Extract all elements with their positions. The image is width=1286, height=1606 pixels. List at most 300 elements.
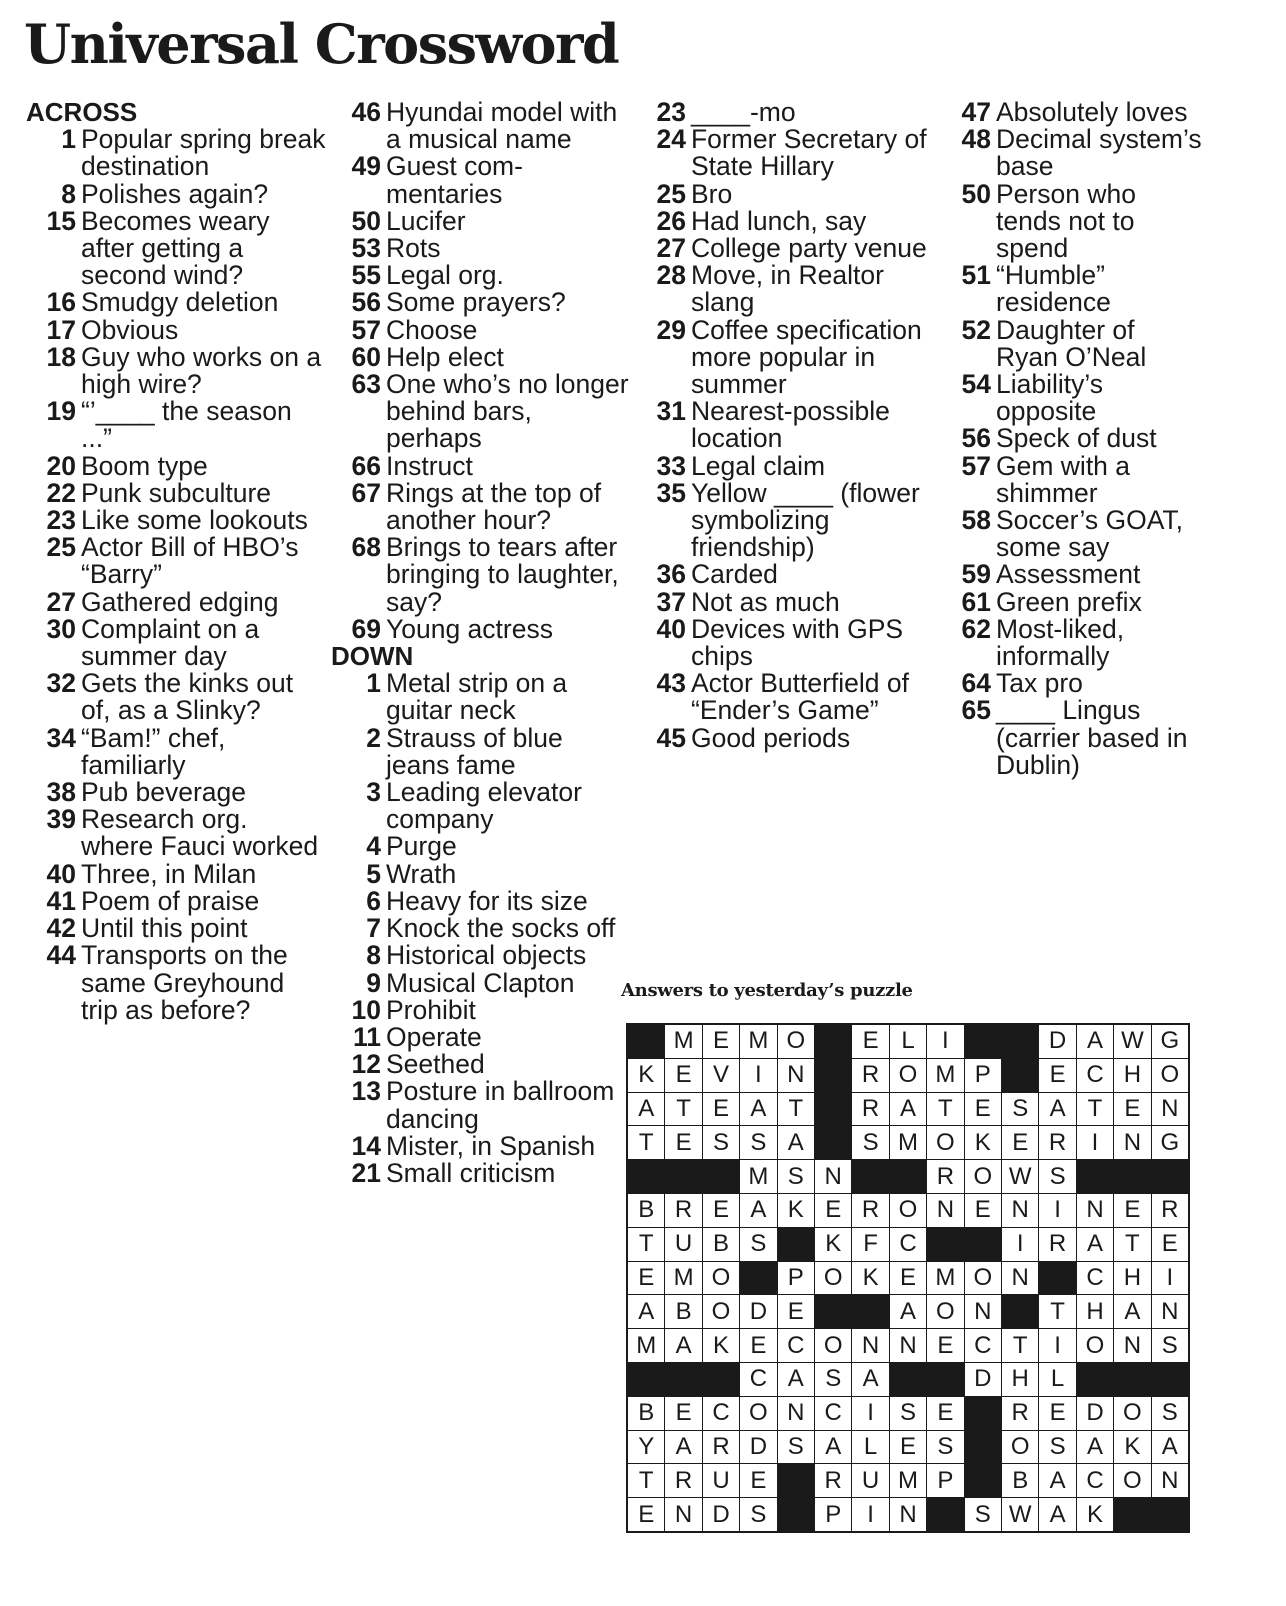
clue-text: ____-mo bbox=[691, 97, 796, 127]
clue-item bbox=[636, 99, 936, 126]
clue-number: 56 bbox=[961, 423, 991, 454]
clue-item bbox=[331, 1021, 631, 1052]
clue-text: Good periods bbox=[691, 722, 851, 753]
clue-text: Complaint on a summer day bbox=[81, 613, 260, 672]
clue-item bbox=[331, 722, 631, 780]
clue-item bbox=[331, 262, 631, 289]
clue-number: 50 bbox=[351, 205, 381, 236]
clue-text: Wrath bbox=[386, 858, 457, 889]
clue-number: 6 bbox=[366, 885, 381, 916]
grid-letter-cell: A bbox=[1152, 1431, 1188, 1464]
grid-black-square bbox=[815, 1059, 851, 1092]
clue-item bbox=[26, 178, 326, 209]
grid-letter-cell: N bbox=[890, 1329, 926, 1362]
clue-item bbox=[636, 586, 936, 617]
clue-number: 26 bbox=[656, 205, 686, 236]
grid-letter-cell: E bbox=[1002, 1126, 1038, 1159]
grid-letter-cell: S bbox=[1152, 1329, 1188, 1362]
clue-text: Guy who works on a high wire? bbox=[81, 341, 322, 400]
clue-number: 43 bbox=[656, 668, 686, 699]
clue-text: Seethed bbox=[386, 1049, 485, 1080]
grid-letter-cell: E bbox=[1039, 1059, 1075, 1092]
grid-black-square bbox=[778, 1228, 814, 1261]
clue-text: Transports on the same Greyhound trip as before? bbox=[81, 940, 288, 1025]
grid-black-square bbox=[1077, 1160, 1113, 1193]
clue-number: 2 bbox=[366, 722, 381, 753]
grid-letter-cell: E bbox=[665, 1397, 701, 1430]
clue-text: Help elect bbox=[386, 341, 504, 372]
clue-item bbox=[331, 153, 631, 207]
clue-text: Decimal system’s base bbox=[996, 124, 1202, 182]
clue-text: Heavy for its size bbox=[386, 885, 588, 916]
clue-number: 65 bbox=[961, 695, 991, 726]
clue-text: Rots bbox=[386, 233, 441, 264]
grid-letter-cell: O bbox=[703, 1262, 739, 1295]
clue-text: Legal org. bbox=[386, 260, 504, 291]
grid-letter-cell: E bbox=[1114, 1194, 1150, 1227]
grid-black-square bbox=[1114, 1498, 1150, 1531]
clue-item bbox=[26, 341, 326, 400]
grid-letter-cell: R bbox=[927, 1160, 963, 1193]
grid-letter-cell: A bbox=[665, 1431, 701, 1464]
grid-letter-cell: K bbox=[1077, 1498, 1113, 1531]
clue-item bbox=[26, 126, 326, 180]
clue-number: 45 bbox=[656, 722, 686, 753]
grid-black-square bbox=[815, 1025, 851, 1058]
clue-text: Soccer’s GOAT, some say bbox=[996, 505, 1184, 563]
grid-letter-cell: I bbox=[852, 1498, 888, 1531]
grid-letter-cell: D bbox=[1039, 1025, 1075, 1058]
grid-black-square bbox=[1114, 1160, 1150, 1193]
grid-letter-cell: T bbox=[628, 1228, 664, 1261]
grid-letter-cell: C bbox=[1077, 1464, 1113, 1497]
clue-number: 19 bbox=[46, 396, 76, 427]
clue-number: 58 bbox=[961, 505, 991, 536]
grid-letter-cell: B bbox=[628, 1397, 664, 1430]
clue-item bbox=[331, 1051, 631, 1078]
grid-letter-cell: R bbox=[665, 1464, 701, 1497]
clue-number: 13 bbox=[351, 1076, 381, 1107]
grid-letter-cell: E bbox=[890, 1262, 926, 1295]
grid-letter-cell: D bbox=[1077, 1397, 1113, 1430]
clue-text: Brings to tears after bringing to laughter, say? bbox=[386, 532, 619, 617]
clue-item bbox=[331, 534, 631, 616]
grid-letter-cell: D bbox=[703, 1498, 739, 1531]
clue-number: 55 bbox=[351, 260, 381, 291]
grid-letter-cell: S bbox=[1002, 1093, 1038, 1126]
clue-text: Operate bbox=[386, 1021, 482, 1052]
clue-text: Like some lookouts bbox=[81, 505, 308, 536]
clue-number: 8 bbox=[366, 940, 381, 971]
clue-text: Strauss of blue jeans fame bbox=[386, 722, 563, 780]
grid-letter-cell: A bbox=[628, 1295, 664, 1328]
grid-letter-cell: O bbox=[1114, 1397, 1150, 1430]
clue-number: 8 bbox=[61, 178, 76, 209]
clue-text: Yellow ____ (flower symbolizing friendship) bbox=[691, 477, 920, 563]
grid-black-square bbox=[1002, 1025, 1038, 1058]
clue-item bbox=[941, 670, 1203, 697]
grid-letter-cell: A bbox=[740, 1093, 776, 1126]
grid-letter-cell: K bbox=[703, 1329, 739, 1362]
grid-letter-cell: N bbox=[1152, 1295, 1188, 1328]
grid-black-square bbox=[852, 1295, 888, 1328]
clue-number: 32 bbox=[46, 668, 76, 699]
grid-black-square bbox=[1114, 1363, 1150, 1396]
clue-item bbox=[26, 858, 326, 889]
grid-letter-cell: I bbox=[852, 1397, 888, 1430]
clue-text: Nearest-possible location bbox=[691, 396, 890, 454]
clue-text: Rings at the top of another hour? bbox=[386, 477, 602, 536]
grid-black-square bbox=[965, 1228, 1001, 1261]
clue-item bbox=[26, 779, 326, 806]
grid-letter-cell: H bbox=[1077, 1295, 1113, 1328]
grid-letter-cell: C bbox=[778, 1329, 814, 1362]
grid-letter-cell: H bbox=[1114, 1059, 1150, 1092]
grid-letter-cell: M bbox=[927, 1262, 963, 1295]
grid-letter-cell: W bbox=[1002, 1498, 1038, 1531]
grid-letter-cell: C bbox=[965, 1329, 1001, 1362]
grid-letter-cell: E bbox=[703, 1093, 739, 1126]
clue-text: Liability’s opposite bbox=[996, 369, 1104, 427]
clue-item bbox=[26, 477, 326, 508]
grid-letter-cell: I bbox=[1077, 1126, 1113, 1159]
grid-black-square bbox=[965, 1431, 1001, 1464]
grid-letter-cell: B bbox=[628, 1194, 664, 1227]
clue-item bbox=[636, 314, 936, 400]
clue-number: 39 bbox=[46, 804, 76, 835]
grid-letter-cell: A bbox=[740, 1194, 776, 1227]
grid-letter-cell: T bbox=[1077, 1093, 1113, 1126]
clue-item bbox=[26, 722, 326, 780]
clue-text: Actor Butterfield of “Ender’s Game” bbox=[691, 668, 909, 726]
grid-letter-cell: R bbox=[665, 1194, 701, 1227]
grid-letter-cell: A bbox=[815, 1431, 851, 1464]
clue-text: “’____ the season ...” bbox=[81, 396, 292, 454]
grid-letter-cell: O bbox=[815, 1262, 851, 1295]
answers-label: Answers to yesterday’s puzzle bbox=[621, 980, 913, 1001]
grid-letter-cell: N bbox=[665, 1498, 701, 1531]
clue-text: “Humble” residence bbox=[996, 260, 1111, 318]
grid-letter-cell: K bbox=[628, 1059, 664, 1092]
grid-letter-cell: G bbox=[1152, 1025, 1188, 1058]
across-column-1 bbox=[26, 99, 326, 1024]
grid-letter-cell: M bbox=[890, 1126, 926, 1159]
grid-letter-cell: S bbox=[778, 1431, 814, 1464]
grid-letter-cell: V bbox=[703, 1059, 739, 1092]
clue-item bbox=[636, 450, 936, 481]
clue-number: 10 bbox=[351, 994, 381, 1025]
clue-number: 34 bbox=[46, 722, 76, 753]
clue-item bbox=[941, 178, 1203, 264]
clue-text: Devices with GPS chips bbox=[691, 613, 904, 672]
clue-item bbox=[331, 205, 631, 236]
clue-number: 49 bbox=[351, 151, 381, 182]
grid-letter-cell: R bbox=[852, 1194, 888, 1227]
clue-text: Poem of praise bbox=[81, 885, 260, 916]
grid-letter-cell: R bbox=[852, 1093, 888, 1126]
grid-black-square bbox=[815, 1093, 851, 1126]
clue-number: 37 bbox=[656, 586, 686, 617]
clue-number: 18 bbox=[46, 341, 76, 372]
grid-letter-cell: E bbox=[703, 1194, 739, 1227]
grid-letter-cell: T bbox=[665, 1093, 701, 1126]
clue-item bbox=[941, 561, 1203, 588]
clue-item bbox=[636, 178, 936, 209]
clue-item bbox=[26, 205, 326, 291]
grid-letter-cell: P bbox=[815, 1498, 851, 1531]
clue-item bbox=[636, 126, 936, 180]
clue-item bbox=[331, 341, 631, 372]
clue-text: Lucifer bbox=[386, 205, 466, 236]
clue-text: ____ Lingus (carrier based in Dublin) bbox=[996, 695, 1188, 780]
grid-letter-cell: O bbox=[815, 1329, 851, 1362]
grid-letter-cell: E bbox=[665, 1126, 701, 1159]
grid-letter-cell: S bbox=[815, 1363, 851, 1396]
grid-letter-cell: M bbox=[628, 1329, 664, 1362]
grid-letter-cell: O bbox=[1152, 1059, 1188, 1092]
grid-letter-cell: S bbox=[965, 1498, 1001, 1531]
grid-letter-cell: E bbox=[890, 1431, 926, 1464]
grid-letter-cell: S bbox=[740, 1228, 776, 1261]
clue-item bbox=[26, 450, 326, 481]
grid-letter-cell: N bbox=[1002, 1194, 1038, 1227]
clue-number: 40 bbox=[656, 613, 686, 644]
clue-text: Polishes again? bbox=[81, 178, 269, 209]
clue-text: Gets the kinks out of, as a Slinky? bbox=[81, 668, 294, 726]
clue-text: Assessment bbox=[996, 559, 1141, 590]
clue-text: Metal strip on a guitar neck bbox=[386, 668, 568, 726]
clue-item bbox=[331, 967, 631, 998]
grid-letter-cell: I bbox=[927, 1025, 963, 1058]
grid-letter-cell: T bbox=[1114, 1228, 1150, 1261]
clue-number: 17 bbox=[46, 314, 76, 345]
clue-item bbox=[26, 942, 326, 1024]
grid-black-square bbox=[778, 1498, 814, 1531]
clue-text: Until this point bbox=[81, 913, 248, 944]
clue-number: 51 bbox=[961, 260, 991, 291]
clue-text: Purge bbox=[386, 831, 457, 862]
clue-item bbox=[331, 885, 631, 916]
clue-number: 31 bbox=[656, 396, 686, 427]
page-title: Universal Crossword bbox=[24, 12, 619, 76]
clue-text: Move, in Realtor slang bbox=[691, 260, 884, 318]
clue-item bbox=[331, 1130, 631, 1161]
grid-letter-cell: A bbox=[1077, 1228, 1113, 1261]
grid-letter-cell: E bbox=[740, 1464, 776, 1497]
clue-number: 23 bbox=[46, 505, 76, 536]
grid-letter-cell: C bbox=[1077, 1059, 1113, 1092]
grid-letter-cell: R bbox=[1152, 1194, 1188, 1227]
grid-letter-cell: K bbox=[815, 1228, 851, 1261]
grid-letter-cell: R bbox=[1039, 1228, 1075, 1261]
grid-black-square bbox=[1002, 1295, 1038, 1328]
grid-letter-cell: R bbox=[1002, 1397, 1038, 1430]
grid-black-square bbox=[740, 1262, 776, 1295]
grid-letter-cell: E bbox=[1114, 1093, 1150, 1126]
clue-text: Knock the socks off bbox=[386, 913, 616, 944]
grid-letter-cell: O bbox=[1002, 1431, 1038, 1464]
clue-text: Actor Bill of HBO’s “Barry” bbox=[81, 532, 299, 590]
clue-number: 66 bbox=[351, 450, 381, 481]
grid-black-square bbox=[1077, 1363, 1113, 1396]
grid-letter-cell: M bbox=[665, 1262, 701, 1295]
clue-text: One who’s no longer behind bars, perhaps bbox=[386, 369, 629, 454]
grid-black-square bbox=[1002, 1059, 1038, 1092]
grid-black-square bbox=[665, 1160, 701, 1193]
clue-item bbox=[941, 99, 1203, 126]
grid-letter-cell: O bbox=[890, 1059, 926, 1092]
clue-text: Mister, in Spanish bbox=[386, 1130, 596, 1161]
clue-item bbox=[941, 586, 1203, 617]
grid-letter-cell: A bbox=[1077, 1025, 1113, 1058]
clue-number: 47 bbox=[961, 97, 991, 127]
grid-letter-cell: O bbox=[703, 1295, 739, 1328]
grid-letter-cell: S bbox=[927, 1431, 963, 1464]
clue-number: 68 bbox=[351, 532, 381, 563]
grid-letter-cell: T bbox=[1002, 1329, 1038, 1362]
clue-number: 11 bbox=[352, 1021, 381, 1052]
clue-item bbox=[636, 561, 936, 588]
grid-black-square bbox=[965, 1397, 1001, 1430]
grid-letter-cell: N bbox=[852, 1329, 888, 1362]
clue-number: 46 bbox=[351, 97, 381, 127]
clue-item bbox=[26, 915, 326, 942]
clue-item bbox=[26, 885, 326, 916]
grid-letter-cell: E bbox=[1039, 1397, 1075, 1430]
grid-letter-cell: K bbox=[852, 1262, 888, 1295]
clue-text: Not as much bbox=[691, 586, 840, 617]
grid-letter-cell: O bbox=[965, 1262, 1001, 1295]
grid-letter-cell: P bbox=[927, 1464, 963, 1497]
clue-number: 5 bbox=[366, 858, 381, 889]
clue-item bbox=[26, 534, 326, 588]
grid-black-square bbox=[628, 1025, 664, 1058]
grid-letter-cell: C bbox=[890, 1228, 926, 1261]
clue-item bbox=[331, 779, 631, 833]
clue-item bbox=[26, 586, 326, 617]
clue-number: 12 bbox=[351, 1049, 381, 1080]
grid-letter-cell: A bbox=[778, 1363, 814, 1396]
down-column-3 bbox=[636, 99, 936, 752]
clue-text: Research org. where Fauci worked bbox=[81, 804, 319, 862]
grid-black-square bbox=[628, 1160, 664, 1193]
grid-letter-cell: N bbox=[1152, 1093, 1188, 1126]
clue-text: Musical Clapton bbox=[386, 967, 575, 998]
grid-black-square bbox=[1152, 1498, 1188, 1531]
grid-letter-cell: E bbox=[740, 1329, 776, 1362]
clue-number: 3 bbox=[366, 777, 381, 808]
grid-letter-cell: R bbox=[703, 1431, 739, 1464]
grid-letter-cell: H bbox=[1114, 1262, 1150, 1295]
clue-item bbox=[26, 398, 326, 452]
clue-number: 50 bbox=[961, 178, 991, 209]
grid-letter-cell: E bbox=[628, 1498, 664, 1531]
grid-letter-cell: S bbox=[852, 1126, 888, 1159]
clue-item bbox=[331, 289, 631, 316]
clue-item bbox=[331, 235, 631, 262]
grid-letter-cell: K bbox=[778, 1194, 814, 1227]
grid-letter-cell: G bbox=[1152, 1126, 1188, 1159]
grid-letter-cell: S bbox=[703, 1126, 739, 1159]
clue-item bbox=[636, 398, 936, 452]
grid-black-square bbox=[965, 1025, 1001, 1058]
clue-text: Bro bbox=[691, 178, 733, 209]
clue-text: Tax pro bbox=[996, 668, 1083, 699]
grid-letter-cell: I bbox=[1152, 1262, 1188, 1295]
grid-letter-cell: I bbox=[740, 1059, 776, 1092]
clue-item bbox=[941, 371, 1203, 425]
grid-letter-cell: H bbox=[1002, 1363, 1038, 1396]
clue-item bbox=[941, 126, 1203, 180]
clue-number: 67 bbox=[351, 477, 381, 508]
grid-letter-cell: A bbox=[852, 1363, 888, 1396]
grid-letter-cell: R bbox=[852, 1059, 888, 1092]
grid-letter-cell: O bbox=[778, 1025, 814, 1058]
clue-number: 25 bbox=[46, 532, 76, 563]
clue-text: Gem with a shimmer bbox=[996, 450, 1131, 508]
grid-letter-cell: E bbox=[1152, 1228, 1188, 1261]
clue-text: Hyundai model with a musical name bbox=[386, 97, 618, 155]
clue-number: 36 bbox=[656, 559, 686, 590]
clue-text: Legal claim bbox=[691, 450, 826, 481]
grid-letter-cell: S bbox=[740, 1498, 776, 1531]
clue-number: 29 bbox=[656, 314, 686, 345]
grid-letter-cell: T bbox=[628, 1126, 664, 1159]
clue-number: 23 bbox=[656, 97, 686, 127]
grid-letter-cell: P bbox=[778, 1262, 814, 1295]
clue-number: 44 bbox=[46, 940, 76, 971]
grid-black-square bbox=[965, 1464, 1001, 1497]
clue-item bbox=[331, 99, 631, 153]
grid-letter-cell: S bbox=[778, 1160, 814, 1193]
grid-letter-cell: I bbox=[1002, 1228, 1038, 1261]
clue-number: 28 bbox=[656, 260, 686, 291]
across-down-column-2 bbox=[331, 99, 631, 1187]
grid-letter-cell: E bbox=[965, 1194, 1001, 1227]
grid-black-square bbox=[703, 1160, 739, 1193]
down-column-4 bbox=[941, 99, 1203, 779]
grid-letter-cell: N bbox=[927, 1194, 963, 1227]
grid-letter-cell: N bbox=[815, 1160, 851, 1193]
clue-text: Guest com-mentaries bbox=[386, 151, 523, 209]
clue-number: 22 bbox=[46, 477, 76, 508]
clue-item bbox=[941, 507, 1203, 561]
grid-letter-cell: E bbox=[927, 1397, 963, 1430]
clue-item bbox=[331, 371, 631, 453]
grid-letter-cell: A bbox=[890, 1093, 926, 1126]
grid-letter-cell: A bbox=[1039, 1093, 1075, 1126]
clue-number: 35 bbox=[656, 477, 686, 508]
clue-text: Historical objects bbox=[386, 940, 587, 971]
clue-item bbox=[636, 477, 936, 563]
clue-item bbox=[331, 1078, 631, 1132]
grid-letter-cell: A bbox=[665, 1329, 701, 1362]
clue-text: Choose bbox=[386, 314, 478, 345]
grid-letter-cell: S bbox=[1039, 1431, 1075, 1464]
grid-letter-cell: N bbox=[890, 1498, 926, 1531]
clue-number: 33 bbox=[656, 450, 686, 481]
clue-text: Person who tends not to spend bbox=[996, 178, 1136, 264]
clue-number: 48 bbox=[961, 124, 991, 155]
clue-item bbox=[331, 942, 631, 969]
clue-number: 63 bbox=[351, 369, 381, 400]
grid-letter-cell: M bbox=[740, 1025, 776, 1058]
grid-letter-cell: C bbox=[740, 1363, 776, 1396]
clue-number: 40 bbox=[46, 858, 76, 889]
clue-text: Some prayers? bbox=[386, 287, 566, 318]
grid-letter-cell: W bbox=[1002, 1160, 1038, 1193]
grid-letter-cell: O bbox=[927, 1126, 963, 1159]
